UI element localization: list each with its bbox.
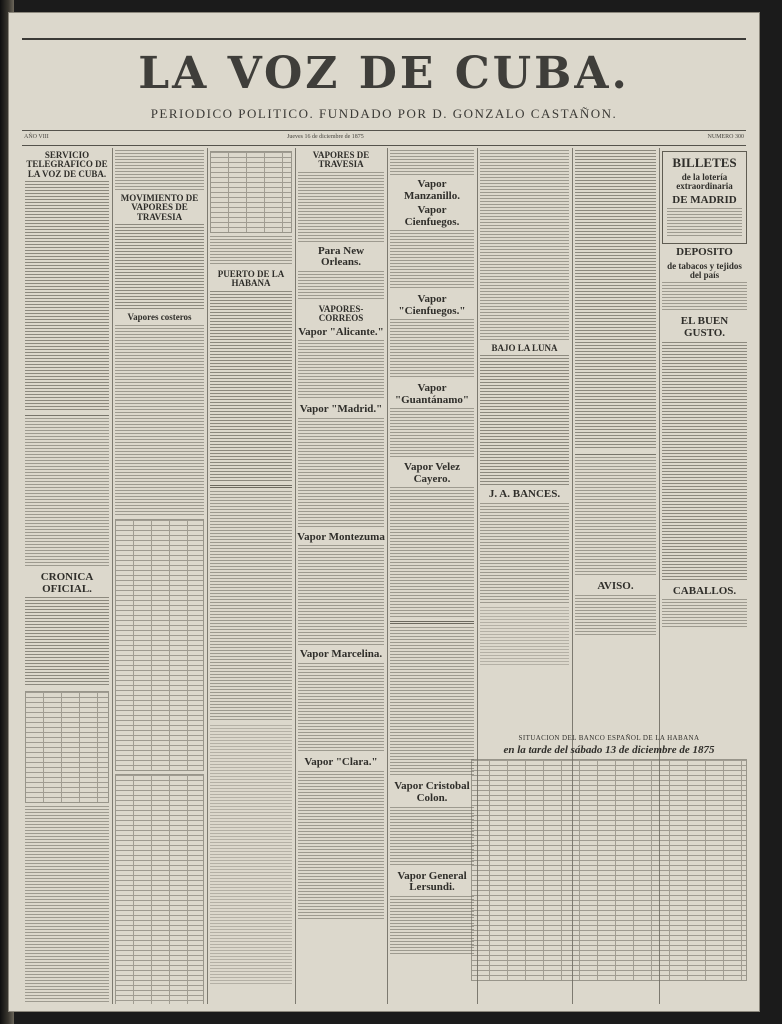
article-text xyxy=(210,291,292,481)
article-text xyxy=(298,771,384,921)
article-text xyxy=(480,355,569,485)
bank-report-date: en la tarde del sábado 13 de diciembre de 1875 xyxy=(503,744,715,756)
article-text xyxy=(390,319,474,379)
article-text xyxy=(390,807,474,867)
heading-billetes-sub: de la lotería extraordinaria xyxy=(676,171,733,192)
data-table xyxy=(115,519,204,771)
article-text xyxy=(298,663,384,753)
article-text xyxy=(298,271,384,301)
heading-billetes: BILLETES xyxy=(672,155,737,170)
heading-ja-bances: J. A. BANCES. xyxy=(488,488,561,501)
article-text xyxy=(390,408,474,458)
heading-caballos: CABALLOS. xyxy=(672,584,737,597)
column-1 xyxy=(22,148,113,1004)
article-text xyxy=(115,325,204,515)
article-text xyxy=(575,595,656,635)
heading-vapor-cienfuegos-2: Vapor "Cienfuegos." xyxy=(398,293,466,317)
heading-vapor-manzanillo: Vapor Manzanillo. xyxy=(404,178,460,202)
newspaper-title: LA VOZ DE CUBA. xyxy=(138,48,630,99)
heading-puerto-habana: PUERTO DE LA HABANA xyxy=(217,269,285,289)
heading-el-buen-gusto: EL BUEN GUSTO. xyxy=(680,315,729,340)
article-text xyxy=(390,230,474,290)
column-3 xyxy=(207,148,296,1004)
dateline-left: AÑO VIII xyxy=(24,134,49,140)
article-text xyxy=(298,172,384,242)
divider xyxy=(390,621,474,624)
divider xyxy=(25,415,109,416)
article-text xyxy=(25,181,109,411)
newspaper-page xyxy=(8,12,760,1012)
heading-servicio-telegrafico: SERVICIO TELEGRAFICO DE LA VOZ DE CUBA. xyxy=(26,150,108,179)
dateline-right: NUMERO 300 xyxy=(707,134,744,140)
heading-vapor-marcelina: Vapor Marcelina. xyxy=(299,648,383,661)
article-text xyxy=(575,457,656,577)
divider xyxy=(575,454,656,455)
dateline-rule xyxy=(22,145,746,146)
heading-aviso: AVISO. xyxy=(597,580,634,592)
heading-vapor-velez-cayero: Vapor Velez Cayero. xyxy=(404,461,460,485)
divider xyxy=(210,485,292,488)
data-table xyxy=(210,151,292,233)
article-text xyxy=(298,340,384,400)
heading-vapor-guantanamo: Vapor "Guantánamo" xyxy=(395,382,469,406)
heading-vapor-alicante: Vapor "Alicante." xyxy=(298,325,384,338)
article-text xyxy=(390,487,474,617)
heading-cronica-oficial: CRONICA OFICIAL. xyxy=(40,571,94,595)
article-text xyxy=(480,150,569,340)
top-rule xyxy=(22,38,746,40)
heading-vapor-cristobal-colon: Vapor Cristobal Colon. xyxy=(394,780,470,805)
article-text xyxy=(25,597,109,687)
article-text xyxy=(210,236,292,266)
article-text xyxy=(390,896,474,956)
heading-bajo-la-luna: BAJO LA LUNA xyxy=(491,343,558,353)
bank-balance-table xyxy=(471,759,747,981)
article-text xyxy=(210,491,292,721)
column-5 xyxy=(387,148,478,1004)
bank-report-title: SITUACION DEL BANCO ESPAÑOL DE LA HABANA xyxy=(518,734,700,742)
subtitle-rule xyxy=(22,130,746,131)
heading-movimiento-vapores: MOVIMIENTO DE VAPORES DE TRAVESIA xyxy=(120,193,199,222)
newspaper-subtitle: PERIODICO POLITICO. FUNDADO POR D. GONZALO CASTAÑON. xyxy=(150,106,618,121)
heading-deposito: DEPOSITO xyxy=(676,246,733,259)
article-text xyxy=(298,545,384,645)
article-text xyxy=(480,607,569,667)
article-text xyxy=(662,342,747,582)
bank-report-banner xyxy=(468,734,750,984)
article-text xyxy=(575,150,656,450)
article-text xyxy=(667,208,742,238)
advert-billetes xyxy=(662,151,747,244)
article-text xyxy=(662,282,747,312)
article-text xyxy=(390,627,474,777)
article-text xyxy=(298,418,384,528)
heading-vapores-travesia: VAPORES DE TRAVESIA xyxy=(312,150,370,170)
heading-vapor-general-lersundi: Vapor General Lersundi. xyxy=(397,869,467,894)
heading-vapor-santa-clara: Vapor "Clara." xyxy=(304,756,378,769)
heading-vapores-correos: VAPORES-CORREOS xyxy=(318,303,364,324)
dateline xyxy=(22,132,746,144)
heading-vapor-madrid: Vapor "Madrid." xyxy=(299,403,383,416)
heading-vapor-montezuma: Vapor Montezuma xyxy=(297,530,385,543)
article-text xyxy=(662,599,747,629)
heading-deposito-sub: de tabacos y tejidos del país xyxy=(667,260,742,281)
heading-vapor-cienfuegos: Vapor Cienfuegos. xyxy=(404,204,460,228)
article-text xyxy=(25,806,109,1004)
column-2 xyxy=(112,148,208,1004)
article-text xyxy=(115,224,204,309)
article-text xyxy=(115,150,204,190)
data-table xyxy=(25,691,109,803)
article-text xyxy=(480,503,569,603)
article-text xyxy=(210,725,292,985)
article-text xyxy=(390,150,474,175)
column-4 xyxy=(295,148,388,1004)
article-text xyxy=(25,418,109,568)
heading-para-new-orleans: Para New Orleans. xyxy=(317,244,365,269)
heading-vapores-costeros: Vapores costeros xyxy=(127,312,192,323)
heading-de-madrid: DE MADRID xyxy=(672,193,737,206)
dateline-center: Jueves 16 de diciembre de 1875 xyxy=(287,134,364,140)
data-table xyxy=(115,774,204,1004)
